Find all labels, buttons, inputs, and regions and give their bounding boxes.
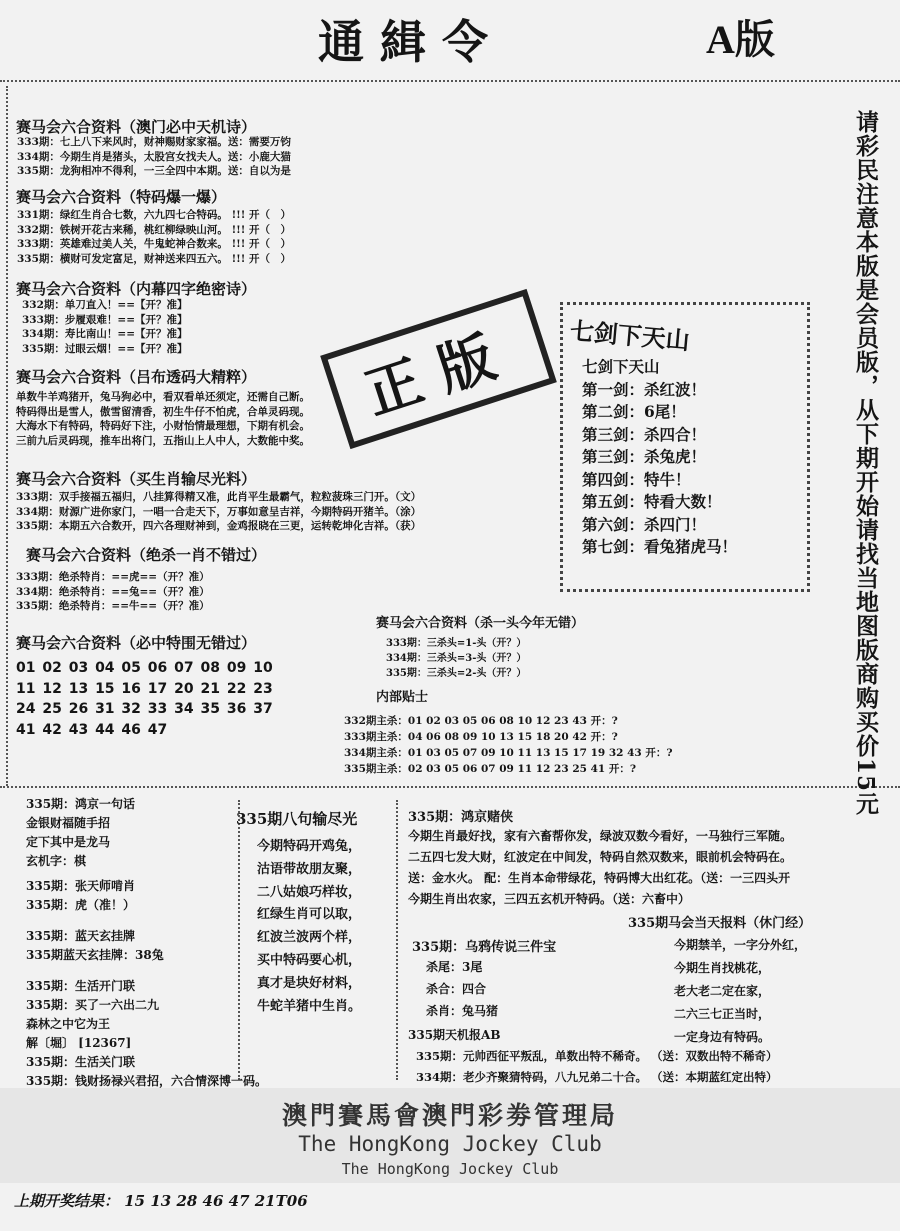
section-line: 333期：七上八下来风时，财神赐财家家福。送：需要万钧 <box>17 136 291 148</box>
kill-line: 333期：三杀头=1-头（开？） <box>386 638 527 649</box>
section-title: 赛马会六合资料（杀一头今年无错） <box>376 616 585 631</box>
br-line: 二五四七发大财，红波定在中间发，特码自然双数来，眼前机会特码在。 <box>408 850 793 864</box>
section-line: 335期：龙狗相冲不得利，一三全四中本期。送：自以为是 <box>17 165 291 177</box>
kill-line: 335期：三杀头=2-头（开？） <box>386 668 527 679</box>
section-line: 334期：财源广进你家门，一唱一合走天下，万事如意呈吉祥，今期特码开猪羊。（涂） <box>16 505 422 518</box>
number-row: 01 02 03 04 05 06 07 08 09 10 <box>16 660 273 676</box>
br-line: 今期生肖最好找，家有六畜帮你发，绿波双数今看好，一马独行三军随。 <box>408 829 793 843</box>
genuine-stamp <box>320 289 557 449</box>
left-border <box>6 86 8 786</box>
bm-line: 牛蛇羊猪中生肖。 <box>257 998 362 1014</box>
sword-line: 第七剑：看兔猪虎马！ <box>582 537 738 556</box>
bl-line: 335期：鸿京一句话 <box>26 797 136 811</box>
main-kill-line: 333期主杀：04 06 08 09 10 13 15 18 20 42 开：? <box>344 731 618 743</box>
section-title: 赛马会六合资料（绝杀一肖不错过） <box>26 546 267 564</box>
bm-line: 红波兰波两个样， <box>257 930 362 946</box>
br-line: 今期生肖出农家，三四五玄机开特码。（送：六畜中） <box>408 892 691 906</box>
sword-line: 第六剑：杀四门！ <box>582 514 707 534</box>
number-row: 41 42 43 44 46 47 <box>16 721 168 738</box>
section-line: 332期：铁树开花古来稀，桃红柳绿映山河。 !!! 开（ ） <box>17 223 292 236</box>
bm-line: 红绿生肖可以取， <box>257 907 362 923</box>
main-kill-line: 332期主杀：01 02 03 05 06 08 10 12 23 43 开：? <box>344 715 618 727</box>
last-draw-result <box>14 1190 308 1211</box>
section-title: 赛马会六合资料（必中特围无错过） <box>16 634 257 652</box>
br-line: 送：金水火。 配：生肖本命带绿花，特码博大出红花。（送：一三四头开 <box>408 871 791 885</box>
bl-line: 335期：生活关门联 <box>26 1055 136 1069</box>
section-line: 335期：过眼云烟！==【开？准】 <box>22 342 188 355</box>
bl-line: 335期蓝天玄挂牌：38兔 <box>26 948 164 962</box>
bl-line: 定下其中是龙马 <box>26 835 111 849</box>
bl-line: 335期：买了一六出二九 <box>26 998 160 1012</box>
kill-line: 334期：三杀头=3-头（开？） <box>386 653 527 664</box>
sword-line: 第二剑：6尾！ <box>582 402 686 421</box>
bl-line: 335期：蓝天玄挂牌 <box>26 929 136 943</box>
bl-line: 解〔堀〕 [12367] <box>26 1036 132 1050</box>
section-line: 331期：绿红生肖合七数，六九四七合特码。 !!! 开（ ） <box>17 209 292 221</box>
bm-line: 真才是块好材料， <box>257 975 362 991</box>
result-label: 上期开奖结果： <box>14 1192 120 1210</box>
main-kill-line: 334期主杀：01 03 05 07 09 10 11 13 15 17 19 32 43 开：? <box>344 747 673 759</box>
section-line: 334期：今期生肖是猪头，太股宫女找夫人。送：小鹿大猫 <box>17 150 291 163</box>
bm-line: 沽语带故朋友聚， <box>257 861 362 877</box>
page-title: 通緝令 <box>318 15 504 69</box>
section-line: 335期：绝杀特肖：==牛==（开？准） <box>16 600 210 612</box>
section-line: 333期：绝杀特肖：==虎==（开？准） <box>16 571 210 583</box>
section-line: 333期：英雄难过美人关，牛鬼蛇神合数来。 !!! 开（ ） <box>17 238 292 250</box>
jockey-club-en: The HongKong Jockey Club <box>298 1132 602 1156</box>
bl-line: 335期：虎（准！） <box>26 898 136 912</box>
section-title: 赛马会六合资料（澳门必中天机诗） <box>16 118 257 136</box>
bao-line: 今期禁羊，一字分外红， <box>674 938 807 952</box>
section-line: 335期：本期五六合数开，四六各理财神到，金鸡报晓在三更，运转乾坤化吉祥。（获） <box>16 520 422 532</box>
bl-line: 玄机字：棋 <box>26 854 87 868</box>
stamp-text: 正版 <box>357 317 523 428</box>
sword-line: 第三剑：杀兔虎！ <box>582 447 707 466</box>
sword-line: 第四剑：特牛！ <box>582 469 691 489</box>
section-title: 335期天机报AB <box>408 1028 501 1042</box>
section-title: 赛马会六合资料（内幕四字绝密诗） <box>16 280 257 298</box>
bl-line: 335期：钱财扬禄兴君招，六合情深博一码。 <box>26 1074 268 1088</box>
section-title: 赛马会六合资料（特码爆一爆） <box>16 188 227 206</box>
wuya-line: 杀肖：兔马猪 <box>426 1004 499 1018</box>
bl-line: 森林之中它为王 <box>26 1017 111 1031</box>
number-row: 11 12 13 15 16 17 20 21 22 23 <box>16 680 273 697</box>
seven-swords-header: 七剑下天山 <box>568 315 691 356</box>
section-line: 332期：单刀直入！==【开？准】 <box>22 299 188 311</box>
ab-line: 335期：元帅西征平叛乱，单数出特不稀奇。 （送：双数出特不稀奇） <box>416 1049 778 1063</box>
jockey-club-cn: 澳門賽馬會澳門彩劵管理局 <box>281 1101 618 1130</box>
section-line: 333期：步履艰难！==【开？准】 <box>22 313 188 326</box>
sword-line: 七剑下天山 <box>582 357 660 376</box>
insider-tips-title: 内部贴士 <box>376 690 429 705</box>
member-notice: 请彩民注意本版是会员版，从下期开始请找当地图版商购买价15元 <box>852 110 879 817</box>
main-kill-line: 335期主杀：02 03 05 06 07 09 11 12 23 25 41 开：? <box>344 763 637 775</box>
wuya-line: 杀合：四合 <box>426 982 487 996</box>
section-line: 334期：寿比南山！==【开？准】 <box>22 328 188 340</box>
section-title: 335期马会当天报料（休门经） <box>628 916 812 931</box>
bao-line: 一定身边有特码。 <box>674 1030 771 1044</box>
col-divider-2 <box>396 800 398 1080</box>
bao-line: 二六三七正当时， <box>674 1007 771 1021</box>
sword-line: 第三剑：杀四合！ <box>582 424 707 444</box>
sword-line: 第五剑：特看大数！ <box>582 492 722 511</box>
section-title: 335期：乌鸦传说三件宝 <box>412 940 557 955</box>
section-line: 335期：横财可发定富足，财神送来四五六。 !!! 开（ ） <box>17 252 292 265</box>
bl-line: 335期：生活开门联 <box>26 979 136 993</box>
middle-divider <box>0 786 900 788</box>
bao-line: 老大老二定在家， <box>674 984 771 998</box>
section-title: 赛马会六合资料（吕布透码大精粹） <box>16 368 257 386</box>
sword-line: 第一剑：杀红波！ <box>582 379 707 399</box>
bm-line: 二八姑娘巧样妆， <box>257 884 362 900</box>
section-line: 333期：双手接福五福归，八挂算得精又准，此肖平生最霸气，粒粒菠珠三门开。（文） <box>16 491 422 503</box>
jockey-club-en-small: The HongKong Jockey Club <box>341 1160 559 1178</box>
section-line: 大海水下有特码，特码好下注，小财怡情最理想，下期有机会。 <box>16 420 310 432</box>
ab-line: 334期：老少齐聚猜特码，八九兄弟二十合。 （送：本期蓝红定出特） <box>416 1070 778 1084</box>
section-title: 赛马会六合资料（买生肖输尽光料） <box>16 470 257 488</box>
edition-label: A版 <box>706 17 775 62</box>
section-title: 335期八句输尽光 <box>236 810 358 828</box>
number-row: 24 25 26 31 32 33 34 35 36 37 <box>16 701 273 717</box>
section-line: 单数牛羊鸡猪开，兔马狗必中，看双看单还须定，还需自己断。 <box>16 391 310 403</box>
bao-line: 今期生肖找桃花， <box>674 961 771 975</box>
bl-line: 金银财福随手招 <box>26 816 111 830</box>
bm-line: 今期特码开鸡兔， <box>257 839 362 854</box>
wuya-line: 杀尾：3尾 <box>426 960 483 974</box>
bm-line: 买中特码要心机， <box>257 952 362 968</box>
section-line: 三前九后灵码现，推车出将门，五指山上人中人，大数能中奖。 <box>16 434 310 447</box>
bl-line: 335期：张天师啃肖 <box>26 879 136 893</box>
section-line: 334期：绝杀特肖：==兔==（开？准） <box>16 585 210 598</box>
section-title: 335期：鸿京赌侠 <box>408 810 514 825</box>
section-line: 特码得出是雪人，傲雪留清香，初生牛仔不怕虎，合单灵码现。 <box>16 405 310 418</box>
result-value: 15 13 28 46 47 21T06 <box>124 1192 308 1210</box>
top-divider <box>0 80 900 82</box>
